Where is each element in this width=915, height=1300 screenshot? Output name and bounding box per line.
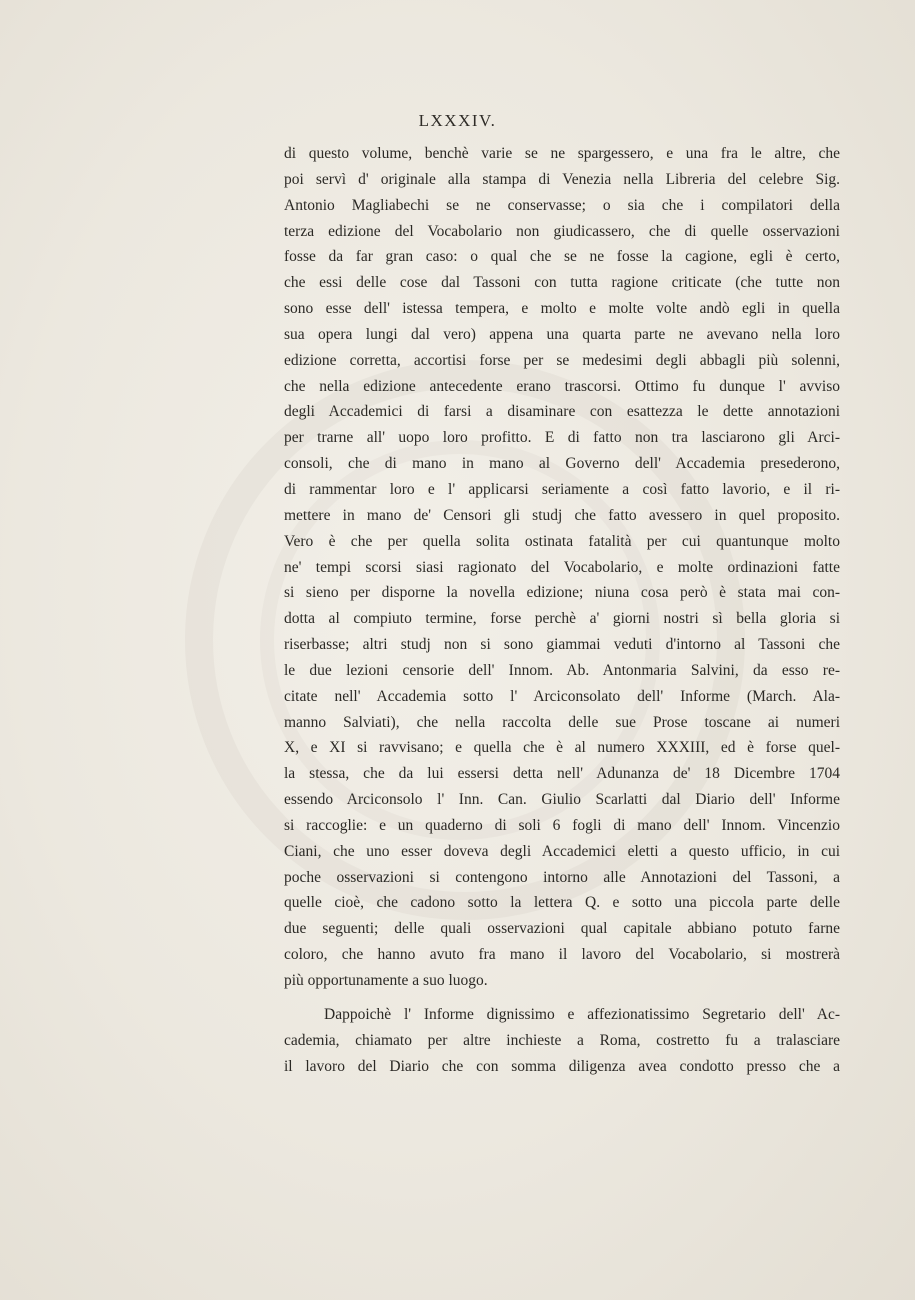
text-line: Vero è che per quella solita ostinata fatalità per cui quantunque molto (284, 532, 840, 550)
text-line: cademia, chiamato per altre inchieste a Roma, costretto fu a tralasciare (284, 1031, 840, 1049)
text-line: le due lezioni censorie dell' Innom. Ab. Antonmaria Salvini, da esso re- (284, 661, 840, 679)
text-line: Ciani, che uno esser doveva degli Accademici eletti a questo ufficio, in cui (284, 842, 840, 860)
text-line: edizione corretta, accortisi forse per se medesimi degli abbagli più solenni, (284, 351, 840, 369)
text-line: riserbasse; altri studj non si sono giammai veduti d'intorno al Tassoni che (284, 636, 840, 654)
text-line: mettere in mano de' Censori gli studj che fatto avessero in quel proposito. (284, 506, 840, 524)
paragraph-1 (284, 141, 840, 994)
text-line: sono esse dell' istessa tempera, e molto e molte volte andò egli in quella (284, 300, 840, 318)
text-line: citate nell' Accademia sotto l' Arciconsolato dell' Informe (March. Ala- (284, 687, 840, 705)
text-line: ne' tempi scorsi siasi ragionato del Vocabolario, e molte ordinazioni fatte (284, 558, 840, 576)
body-text (284, 141, 840, 1079)
text-line: essendo Arciconsolo l' Inn. Can. Giulio Scarlatti dal Diario dell' Informe (284, 791, 840, 809)
paragraph-gap (284, 994, 840, 1002)
text-line: X, e XI si ravvisano; e quella che è al numero XXXIII, ed è forse quel- (284, 739, 840, 757)
text-line: che essi delle cose dal Tassoni con tutta ragione criticate (che tutte non (284, 274, 840, 292)
text-line: dotta al compiuto termine, forse perchè a' giorni nostri sì bella gloria si (284, 610, 840, 628)
text-line: che nella edizione antecedente erano trascorsi. Ottimo fu dunque l' avviso (284, 377, 840, 395)
text-line: di questo volume, benchè varie se ne spargessero, e una fra le altre, che (284, 145, 840, 162)
text-line: due seguenti; delle quali osservazioni qual capitale abbiano potuto farne (284, 920, 840, 938)
text-line: coloro, che hanno avuto fra mano il lavoro del Vocabolario, si mostrerà (284, 946, 840, 964)
text-line: manno Salviati), che nella raccolta delle sue Prose toscane ai numeri (284, 713, 840, 731)
page-number: LXXXIV. (418, 111, 497, 130)
text-line: la stessa, che da lui essersi detta nell' Adunanza de' 18 Dicembre 1704 (284, 765, 840, 783)
text-line: degli Accademici di farsi a disaminare con esattezza le dette annotazioni (284, 403, 840, 421)
text-line: consoli, che di mano in mano al Governo dell' Accademia presederono, (284, 455, 840, 473)
text-line: più opportunamente a suo luogo. (284, 972, 488, 989)
text-line: Dappoichè l' Informe dignissimo e affezionatissimo Segretario dell' Ac- (324, 1005, 840, 1023)
text-line: di rammentar loro e l' applicarsi seriamente a così fatto lavorio, e il ri- (284, 480, 840, 498)
text-line: sua opera lungi dal vero) appena una quarta parte ne avevano nella loro (284, 325, 840, 343)
text-line: terza edizione del Vocabolario non giudicassero, che di quelle osservazioni (284, 222, 840, 240)
text-line: si raccoglie: e un quaderno di soli 6 fogli di mano dell' Innom. Vincenzio (284, 816, 840, 834)
text-line: fosse da far gran caso: o qual che se ne fosse la cagione, egli è certo, (284, 248, 840, 266)
text-line: per trarne all' uopo loro profitto. E di fatto non tra lasciarono gli Arci- (284, 429, 840, 447)
paragraph-2 (284, 1002, 840, 1080)
text-line: poi servì d' originale alla stampa di Venezia nella Libreria del celebre Sig. (284, 170, 840, 188)
text-line: si sieno per disporne la novella edizione; niuna cosa però è stata mai con- (284, 584, 840, 602)
text-line: poche osservazioni si contengono intorno alle Annotazioni del Tassoni, a (284, 868, 840, 886)
text-line: Antonio Magliabechi se ne conservasse; o sia che i compilatori della (284, 196, 840, 214)
text-line: il lavoro del Diario che con somma diligenza avea condotto presso che a (284, 1057, 840, 1075)
text-line: quelle cioè, che cadono sotto la lettera Q. e sotto una piccola parte delle (284, 894, 840, 912)
